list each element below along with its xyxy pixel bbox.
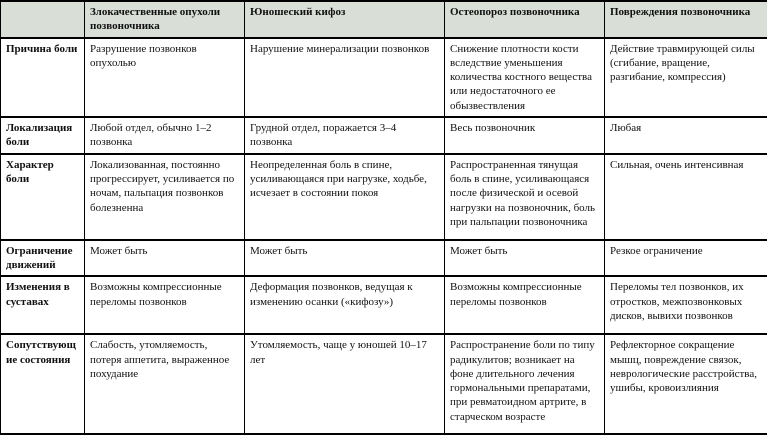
header-cell-empty <box>1 1 85 38</box>
table-cell: Снижение плотности кости вследствие уменьшения количества костного вещества или недостаточного ее обызвествления <box>445 38 605 117</box>
table-cell: Сильная, очень интенсивная <box>605 154 767 240</box>
table-row <box>1 154 767 240</box>
table-cell: Деформация позвонков, ведущая к изменению осанки («кифозу») <box>245 276 445 334</box>
table-cell: Любой отдел, обычно 1–2 позвонка <box>85 117 245 154</box>
table-cell: Переломы тел позвонков, их отростков, межпозвонковых дисков, вывихи позвонков <box>605 276 767 334</box>
table-cell: Слабость, утомляемость, потеря аппетита, выраженное похудание <box>85 334 245 434</box>
row-label: Характер боли <box>1 154 85 240</box>
table-cell: Весь позвоночник <box>445 117 605 154</box>
table-cell: Действие травмирующей силы (сгибание, вращение, разгибание, компрессия) <box>605 38 767 117</box>
table-cell: Рефлекторное сокращение мышц, повреждение связок, неврологические расстройства, ушибы, кровоизлияния <box>605 334 767 434</box>
row-label: Причина боли <box>1 38 85 117</box>
table-cell: Локализованная, постоянно прогрессирует, усиливается по ночам, пальпация позвонков болезненна <box>85 154 245 240</box>
table-cell: Резкое ограничение <box>605 240 767 277</box>
header-cell-injuries: Повреждения позвоночника <box>605 1 767 38</box>
table-row <box>1 240 767 277</box>
table-row <box>1 38 767 117</box>
table-row <box>1 117 767 154</box>
table-cell: Распространение боли по типу радикулитов; возникает на фоне длительного лечения гормональными препаратами, при ревматоидном артрите, в старческом возрасте <box>445 334 605 434</box>
table-cell: Распространенная тянущая боль в спине, усиливающаяся после физической и осевой нагрузки на позвоночник, боль при пальпации позвоночника <box>445 154 605 240</box>
table-cell: Возможны компрессионные переломы позвонков <box>445 276 605 334</box>
row-label: Ограничение движений <box>1 240 85 277</box>
table-cell: Может быть <box>445 240 605 277</box>
table-cell: Грудной отдел, поражается 3–4 позвонка <box>245 117 445 154</box>
table-cell: Любая <box>605 117 767 154</box>
table-cell: Неопределенная боль в спине, усиливающаяся при нагрузке, ходьбе, исчезает в состоянии покоя <box>245 154 445 240</box>
row-label: Локализация боли <box>1 117 85 154</box>
table-cell: Может быть <box>245 240 445 277</box>
table-row <box>1 276 767 334</box>
header-cell-osteoporosis: Остеопороз позвоночника <box>445 1 605 38</box>
table-cell: Возможны компрессионные переломы позвонков <box>85 276 245 334</box>
row-label: Сопутствующие состояния <box>1 334 85 434</box>
table-cell: Может быть <box>85 240 245 277</box>
table-header-row <box>1 1 767 38</box>
row-label: Изменения в суставах <box>1 276 85 334</box>
table-cell: Разрушение позвонков опухолью <box>85 38 245 117</box>
table-cell: Утомляемость, чаще у юношей 10–17 лет <box>245 334 445 434</box>
table-cell: Нарушение минерализации позвонков <box>245 38 445 117</box>
table-row <box>1 334 767 434</box>
header-cell-malignant-tumors: Злокачественные опухоли позвоночника <box>85 1 245 38</box>
header-cell-juvenile-kyphosis: Юношеский кифоз <box>245 1 445 38</box>
